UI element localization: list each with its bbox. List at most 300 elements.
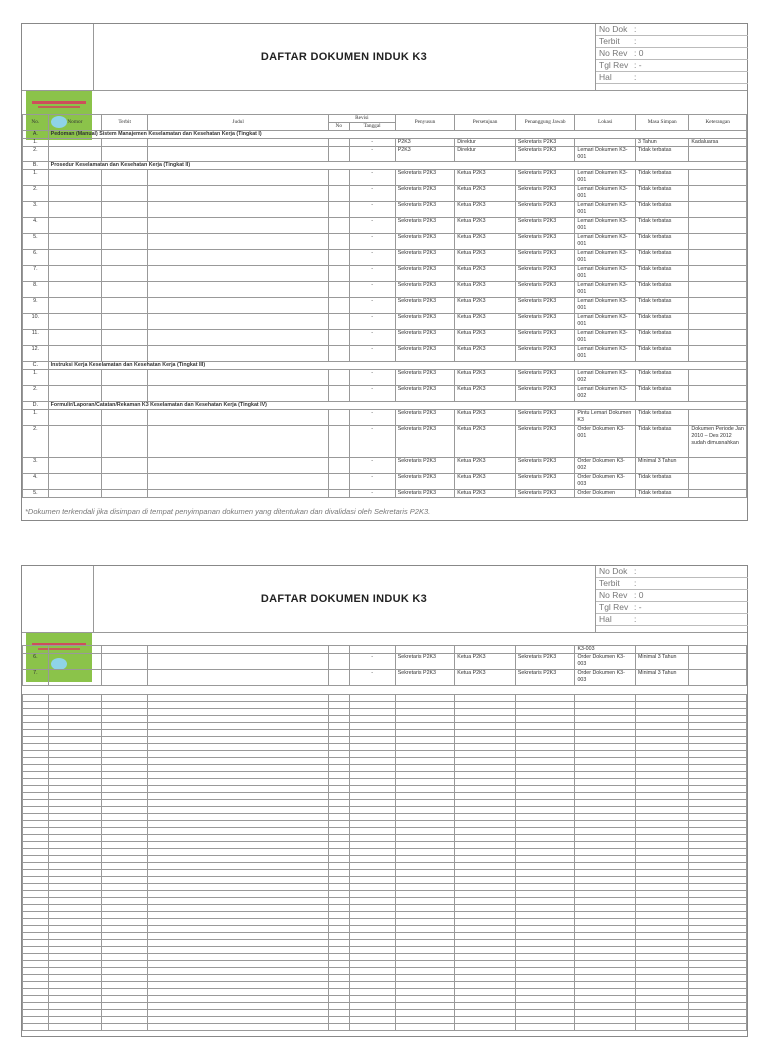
blank-cell xyxy=(148,772,329,779)
blank-cell xyxy=(636,940,689,947)
row-masa-simpan: Tidak terbatas xyxy=(636,147,689,162)
blank-cell xyxy=(23,800,49,807)
blank-cell xyxy=(329,828,350,835)
page-header xyxy=(22,566,747,633)
blank-cell xyxy=(349,744,395,751)
blank-row xyxy=(23,807,747,814)
blank-cell xyxy=(689,989,747,996)
table-row xyxy=(23,234,747,250)
blank-cell xyxy=(689,905,747,912)
blank-cell xyxy=(515,1003,575,1010)
blank-cell xyxy=(395,709,455,716)
blank-cell xyxy=(575,884,636,891)
blank-cell xyxy=(329,800,350,807)
row-penanggung-jawab: Sekretaris P2K3 xyxy=(515,458,575,474)
blank-cell xyxy=(455,779,516,786)
blank-cell xyxy=(102,765,148,772)
blank-cell xyxy=(148,989,329,996)
blank-cell xyxy=(689,814,747,821)
blank-cell xyxy=(689,751,747,758)
blank-cell xyxy=(575,793,636,800)
blank-cell xyxy=(329,702,350,709)
row-penyusun: Sekretaris P2K3 xyxy=(395,186,455,202)
blank-cell xyxy=(329,968,350,975)
blank-cell xyxy=(329,814,350,821)
row-lokasi: K3-003 xyxy=(575,646,636,654)
row-nomor xyxy=(48,266,101,282)
row-penanggung-jawab: Sekretaris P2K3 xyxy=(515,654,575,670)
blank-cell xyxy=(515,758,575,765)
blank-cell xyxy=(102,877,148,884)
blank-cell xyxy=(689,835,747,842)
blank-cell xyxy=(575,996,636,1003)
meta-row xyxy=(596,614,748,626)
blank-cell xyxy=(636,989,689,996)
blank-cell xyxy=(102,730,148,737)
blank-cell xyxy=(329,842,350,849)
row-rev-no xyxy=(329,314,350,330)
blank-cell xyxy=(148,814,329,821)
row-no: 7. xyxy=(23,266,49,282)
row-penanggung-jawab: Sekretaris P2K3 xyxy=(515,670,575,686)
col-header-masa-simpan: Masa Simpan xyxy=(636,115,689,131)
blank-cell xyxy=(455,870,516,877)
blank-cell xyxy=(329,737,350,744)
blank-cell xyxy=(102,828,148,835)
blank-cell xyxy=(48,1024,101,1031)
row-penyusun: Sekretaris P2K3 xyxy=(395,410,455,426)
blank-cell xyxy=(349,1010,395,1017)
header-left-box xyxy=(22,566,94,632)
row-penyusun: P2K3 xyxy=(395,147,455,162)
blank-cell xyxy=(102,1017,148,1024)
blank-cell xyxy=(23,702,49,709)
blank-cell xyxy=(395,765,455,772)
blank-cell xyxy=(23,751,49,758)
section-title: Formulir/Laporan/Catatan/Rekaman K3 Keselamatan dan Kesehatan Kerja (Tingkat IV) xyxy=(48,402,746,410)
blank-cell xyxy=(575,723,636,730)
row-penyusun: Sekretaris P2K3 xyxy=(395,282,455,298)
meta-label: Terbit xyxy=(599,36,620,46)
blank-cell xyxy=(148,744,329,751)
row-lokasi: Lemari Dokumen K3-001 xyxy=(575,346,636,362)
blank-cell xyxy=(148,842,329,849)
blank-cell xyxy=(575,954,636,961)
row-rev-no xyxy=(329,250,350,266)
section-title: Prosedur Keselamatan dan Kesehatan Kerja (Tingkat II) xyxy=(48,162,746,170)
blank-cell xyxy=(636,968,689,975)
meta-label: No Dok xyxy=(599,566,628,576)
blank-cell xyxy=(455,821,516,828)
blank-cell xyxy=(148,996,329,1003)
blank-cell xyxy=(395,891,455,898)
blank-row xyxy=(23,835,747,842)
blank-cell xyxy=(395,982,455,989)
row-judul xyxy=(148,147,329,162)
blank-cell xyxy=(515,891,575,898)
blank-cell xyxy=(48,870,101,877)
blank-cell xyxy=(148,919,329,926)
blank-cell xyxy=(23,786,49,793)
blank-cell xyxy=(455,989,516,996)
row-masa-simpan: 3 Tahun xyxy=(636,139,689,147)
row-terbit xyxy=(102,139,148,147)
blank-cell xyxy=(395,737,455,744)
blank-cell xyxy=(349,954,395,961)
footer-note: *Dokumen terkendali jika disimpan di tempat penyimpanan dokumen yang ditentukan dan divalidasi oleh Sekretaris P2K3. xyxy=(25,507,431,516)
blank-cell xyxy=(329,884,350,891)
row-no: 6. xyxy=(23,654,49,670)
table-row xyxy=(23,670,747,686)
blank-cell xyxy=(349,940,395,947)
row-terbit xyxy=(102,298,148,314)
blank-cell xyxy=(395,877,455,884)
blank-cell xyxy=(689,723,747,730)
blank-cell xyxy=(102,1024,148,1031)
blank-cell xyxy=(636,695,689,702)
blank-cell xyxy=(102,849,148,856)
blank-cell xyxy=(48,849,101,856)
meta-label: Hal xyxy=(599,614,612,624)
blank-cell xyxy=(48,779,101,786)
blank-cell xyxy=(689,772,747,779)
blank-cell xyxy=(455,1024,516,1031)
row-nomor xyxy=(48,139,101,147)
blank-cell xyxy=(689,961,747,968)
row-penyusun: Sekretaris P2K3 xyxy=(395,458,455,474)
row-rev-tanggal: - xyxy=(349,202,395,218)
blank-cell xyxy=(689,1003,747,1010)
blank-row xyxy=(23,779,747,786)
row-no: 8. xyxy=(23,282,49,298)
blank-row xyxy=(23,989,747,996)
blank-cell xyxy=(636,737,689,744)
blank-cell xyxy=(395,849,455,856)
row-nomor xyxy=(48,474,101,490)
blank-cell xyxy=(636,807,689,814)
blank-cell xyxy=(575,863,636,870)
blank-cell xyxy=(48,954,101,961)
blank-cell xyxy=(23,926,49,933)
blank-cell xyxy=(515,730,575,737)
blank-cell xyxy=(349,758,395,765)
blank-cell xyxy=(23,723,49,730)
meta-label: No Dok xyxy=(599,24,628,34)
blank-row xyxy=(23,926,747,933)
row-terbit xyxy=(102,218,148,234)
blank-cell xyxy=(349,989,395,996)
table-row xyxy=(23,170,747,186)
blank-cell xyxy=(349,1003,395,1010)
blank-cell xyxy=(148,751,329,758)
blank-cell xyxy=(349,856,395,863)
blank-cell xyxy=(395,1010,455,1017)
row-judul xyxy=(148,386,329,402)
blank-cell xyxy=(23,933,49,940)
row-keterangan: Kadaluarsa xyxy=(689,139,747,147)
blank-cell xyxy=(102,863,148,870)
blank-cell xyxy=(515,849,575,856)
row-rev-no xyxy=(329,474,350,490)
blank-cell xyxy=(148,849,329,856)
blank-cell xyxy=(395,947,455,954)
row-terbit xyxy=(102,202,148,218)
blank-cell xyxy=(455,842,516,849)
row-rev-tanggal: - xyxy=(349,346,395,362)
row-nomor xyxy=(48,370,101,386)
blank-cell xyxy=(148,856,329,863)
document-page-2 xyxy=(21,565,748,1037)
blank-cell xyxy=(329,709,350,716)
blank-cell xyxy=(575,870,636,877)
blank-cell xyxy=(395,856,455,863)
blank-cell xyxy=(329,751,350,758)
blank-cell xyxy=(329,758,350,765)
row-lokasi: Lemari Dokumen K3-001 xyxy=(575,330,636,346)
row-penanggung-jawab: Sekretaris P2K3 xyxy=(515,250,575,266)
blank-row xyxy=(23,695,747,702)
blank-cell xyxy=(689,695,747,702)
row-penanggung-jawab: Sekretaris P2K3 xyxy=(515,139,575,147)
blank-cell xyxy=(455,954,516,961)
blank-cell xyxy=(102,744,148,751)
blank-cell xyxy=(148,765,329,772)
blank-cell xyxy=(329,765,350,772)
row-rev-tanggal: - xyxy=(349,298,395,314)
blank-cell xyxy=(636,933,689,940)
blank-cell xyxy=(455,835,516,842)
blank-cell xyxy=(575,975,636,982)
meta-row xyxy=(596,36,748,48)
blank-cell xyxy=(349,800,395,807)
section-letter: C. xyxy=(23,362,49,370)
blank-cell xyxy=(455,947,516,954)
blank-cell xyxy=(636,1010,689,1017)
blank-cell xyxy=(23,772,49,779)
blank-cell xyxy=(395,716,455,723)
blank-cell xyxy=(329,877,350,884)
blank-cell xyxy=(575,835,636,842)
row-masa-simpan: Tidak terbatas xyxy=(636,386,689,402)
row-nomor xyxy=(48,282,101,298)
blank-cell xyxy=(455,1010,516,1017)
blank-cell xyxy=(515,709,575,716)
blank-cell xyxy=(102,996,148,1003)
blank-cell xyxy=(23,765,49,772)
blank-cell xyxy=(23,744,49,751)
blank-row xyxy=(23,702,747,709)
row-no: 1. xyxy=(23,370,49,386)
row-lokasi: Lemari Dokumen K3-001 xyxy=(575,147,636,162)
row-nomor xyxy=(48,186,101,202)
blank-cell xyxy=(48,744,101,751)
row-rev-no xyxy=(329,386,350,402)
table-row xyxy=(23,370,747,386)
blank-row xyxy=(23,793,747,800)
blank-cell xyxy=(48,758,101,765)
row-rev-no xyxy=(329,139,350,147)
blank-cell xyxy=(455,884,516,891)
row-keterangan xyxy=(689,474,747,490)
blank-cell xyxy=(329,1010,350,1017)
blank-cell xyxy=(515,842,575,849)
blank-cell xyxy=(48,1017,101,1024)
table-row xyxy=(23,410,747,426)
blank-cell xyxy=(102,807,148,814)
document-table xyxy=(22,114,747,498)
table-row xyxy=(23,298,747,314)
row-masa-simpan: Tidak terbatas xyxy=(636,218,689,234)
blank-cell xyxy=(575,940,636,947)
row-no xyxy=(23,646,49,654)
blank-cell xyxy=(395,807,455,814)
blank-cell xyxy=(689,940,747,947)
blank-cell xyxy=(689,884,747,891)
row-terbit xyxy=(102,426,148,458)
blank-cell xyxy=(23,898,49,905)
row-nomor xyxy=(48,426,101,458)
blank-row xyxy=(23,1003,747,1010)
blank-cell xyxy=(455,793,516,800)
blank-cell xyxy=(515,828,575,835)
blank-cell xyxy=(636,898,689,905)
row-nomor xyxy=(48,218,101,234)
blank-cell xyxy=(148,933,329,940)
blank-cell xyxy=(395,758,455,765)
row-judul xyxy=(148,646,329,654)
col-header-nomor: Nomor xyxy=(48,115,101,131)
blank-cell xyxy=(349,863,395,870)
row-rev-tanggal: - xyxy=(349,474,395,490)
row-no: 9. xyxy=(23,298,49,314)
blank-cell xyxy=(329,961,350,968)
blank-cell xyxy=(48,947,101,954)
row-penyusun: P2K3 xyxy=(395,139,455,147)
row-rev-no xyxy=(329,646,350,654)
blank-cell xyxy=(48,695,101,702)
row-penyusun: Sekretaris P2K3 xyxy=(395,346,455,362)
blank-cell xyxy=(102,695,148,702)
row-masa-simpan: Tidak terbatas xyxy=(636,282,689,298)
row-rev-tanggal: - xyxy=(349,186,395,202)
blank-cell xyxy=(636,744,689,751)
row-nomor xyxy=(48,410,101,426)
blank-cell xyxy=(148,800,329,807)
blank-cell xyxy=(455,695,516,702)
row-masa-simpan: Tidak terbatas xyxy=(636,186,689,202)
row-no: 7. xyxy=(23,670,49,686)
row-rev-tanggal: - xyxy=(349,670,395,686)
row-penyusun: Sekretaris P2K3 xyxy=(395,670,455,686)
row-judul xyxy=(148,370,329,386)
row-no: 4. xyxy=(23,218,49,234)
blank-cell xyxy=(48,898,101,905)
row-persetujuan: Ketua P2K3 xyxy=(455,186,516,202)
blank-cell xyxy=(23,793,49,800)
row-rev-no xyxy=(329,458,350,474)
blank-cell xyxy=(515,772,575,779)
blank-cell xyxy=(349,779,395,786)
blank-cell xyxy=(636,905,689,912)
row-persetujuan: Ketua P2K3 xyxy=(455,298,516,314)
blank-cell xyxy=(329,744,350,751)
blank-cell xyxy=(395,1017,455,1024)
row-keterangan xyxy=(689,282,747,298)
row-masa-simpan: Tidak terbatas xyxy=(636,490,689,498)
row-rev-no xyxy=(329,670,350,686)
blank-cell xyxy=(515,856,575,863)
row-persetujuan: Direktur xyxy=(455,147,516,162)
blank-cell xyxy=(636,709,689,716)
blank-cell xyxy=(329,975,350,982)
blank-cell xyxy=(23,828,49,835)
blank-cell xyxy=(148,940,329,947)
blank-cell xyxy=(689,786,747,793)
row-keterangan xyxy=(689,654,747,670)
row-nomor xyxy=(48,234,101,250)
blank-cell xyxy=(455,828,516,835)
blank-cell xyxy=(575,1003,636,1010)
blank-cell xyxy=(102,751,148,758)
blank-row xyxy=(23,814,747,821)
row-penanggung-jawab: Sekretaris P2K3 xyxy=(515,170,575,186)
blank-cell xyxy=(23,842,49,849)
blank-cell xyxy=(575,926,636,933)
blank-cell xyxy=(349,723,395,730)
row-rev-tanggal: - xyxy=(349,218,395,234)
blank-cell xyxy=(48,709,101,716)
blank-cell xyxy=(515,835,575,842)
table-row xyxy=(23,314,747,330)
blank-cell xyxy=(349,786,395,793)
row-no: 2. xyxy=(23,147,49,162)
row-no: 2. xyxy=(23,426,49,458)
row-rev-tanggal: - xyxy=(349,458,395,474)
blank-cell xyxy=(395,814,455,821)
row-rev-no xyxy=(329,234,350,250)
blank-cell xyxy=(455,940,516,947)
blank-cell xyxy=(689,849,747,856)
row-penanggung-jawab: Sekretaris P2K3 xyxy=(515,202,575,218)
blank-cell xyxy=(636,793,689,800)
blank-cell xyxy=(395,961,455,968)
blank-row xyxy=(23,744,747,751)
row-terbit xyxy=(102,370,148,386)
row-penyusun: Sekretaris P2K3 xyxy=(395,654,455,670)
table-row xyxy=(23,250,747,266)
blank-cell xyxy=(349,695,395,702)
row-penanggung-jawab: Sekretaris P2K3 xyxy=(515,266,575,282)
blank-cell xyxy=(395,989,455,996)
row-penanggung-jawab: Sekretaris P2K3 xyxy=(515,370,575,386)
blank-cell xyxy=(455,730,516,737)
blank-cell xyxy=(349,807,395,814)
blank-cell xyxy=(636,786,689,793)
blank-cell xyxy=(455,1003,516,1010)
row-keterangan xyxy=(689,234,747,250)
blank-cell xyxy=(349,1024,395,1031)
row-masa-simpan xyxy=(636,646,689,654)
row-lokasi: Pintu Lemari Dokumen K3 xyxy=(575,410,636,426)
blank-cell xyxy=(48,800,101,807)
row-masa-simpan: Tidak terbatas xyxy=(636,266,689,282)
blank-cell xyxy=(395,905,455,912)
blank-cell xyxy=(515,1017,575,1024)
blank-cell xyxy=(515,954,575,961)
blank-cell xyxy=(689,996,747,1003)
row-nomor xyxy=(48,458,101,474)
blank-cell xyxy=(636,828,689,835)
